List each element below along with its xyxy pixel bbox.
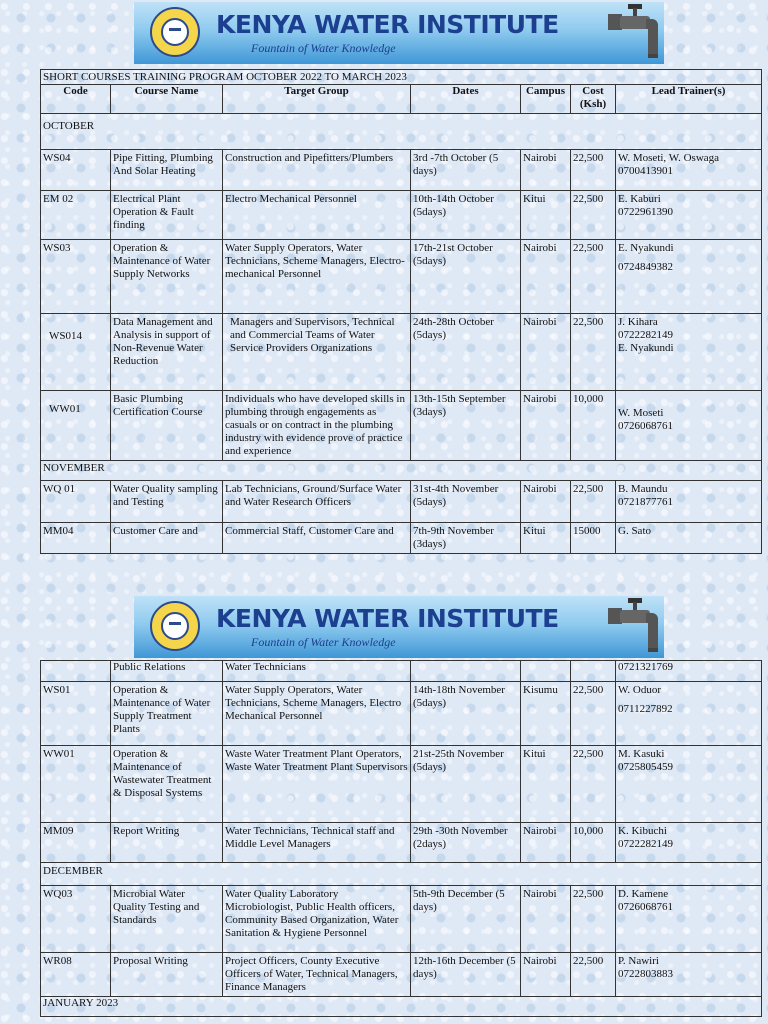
lead-trainers	[616, 391, 762, 461]
course-name: Data Management and Analysis in support of Non-Revenue Water Reduction	[111, 314, 223, 391]
column-header-dates: Dates	[411, 85, 521, 114]
schedule-table-page-2	[40, 660, 762, 1017]
target-group: Water Supply Operators, Water Technicians, Scheme Managers, Electro Mechanical Personnel	[223, 682, 411, 746]
lead-trainers	[616, 746, 762, 823]
course-dates: 13th-15th September (3days)	[411, 391, 521, 461]
document-page-2	[0, 594, 768, 1024]
lead-trainers	[616, 191, 762, 240]
course-name: Operation & Maintenance of Water Supply Networks	[111, 240, 223, 314]
target-group: Individuals who have developed skills in plumbing through engagements as casuals or on contract in the plumbing industry with evidence prove of practice and experience	[223, 391, 411, 461]
course-name: Report Writing	[111, 823, 223, 863]
trainer-name: P. Nawiri	[618, 955, 659, 967]
trainer-phone: 0721321769	[616, 661, 762, 682]
campus: Nairobi	[521, 953, 571, 997]
target-group: Water Quality Laboratory Microbiologist, Public Health officers, Community Based Organization, Water Sanitation & Hygiene Personnel	[223, 886, 411, 953]
target-group: Waste Water Treatment Plant Operators, Waste Water Treatment Plant Supervisors	[223, 746, 411, 823]
course-dates: 3rd -7th October (5 days)	[411, 150, 521, 191]
trainer-phone: 0711227892	[618, 703, 673, 715]
institute-tagline: Fountain of Water Knowledge	[251, 635, 396, 649]
trainer-name: W. Moseti	[618, 407, 664, 419]
campus: Kitui	[521, 191, 571, 240]
course-cost: 22,500	[571, 481, 616, 523]
column-header-code: Code	[41, 85, 111, 114]
course-cost: 10,000	[571, 823, 616, 863]
table-row-continued	[41, 661, 762, 682]
course-code: WS01	[41, 682, 111, 746]
campus: Kitui	[521, 746, 571, 823]
course-dates: 7th-9th November (3days)	[411, 523, 521, 554]
column-header-campus: Campus	[521, 85, 571, 114]
institute-seal-icon	[150, 601, 200, 651]
table-row	[41, 391, 762, 461]
course-cost: 22,500	[571, 314, 616, 391]
course-dates: 21st-25th November (5days)	[411, 746, 521, 823]
campus: Kisumu	[521, 682, 571, 746]
trainer-name: K. Kibuchi	[618, 825, 667, 837]
campus: Nairobi	[521, 886, 571, 953]
campus: Kitui	[521, 523, 571, 554]
course-dates: 29th -30th November (2days)	[411, 823, 521, 863]
campus: Nairobi	[521, 481, 571, 523]
table-row	[41, 886, 762, 953]
month-heading-november: NOVEMBER	[41, 461, 762, 481]
target-group: Electro Mechanical Personnel	[223, 191, 411, 240]
course-cost: 22,500	[571, 240, 616, 314]
month-heading-january: JANUARY 2023	[41, 997, 762, 1017]
trainer-name: J. Kihara	[618, 316, 658, 328]
course-code: WW01	[41, 746, 111, 823]
institute-name: KENYA WATER INSTITUTE	[216, 10, 559, 39]
target-group: Lab Technicians, Ground/Surface Water and Water Research Officers	[223, 481, 411, 523]
table-row	[41, 240, 762, 314]
table-row	[41, 523, 762, 554]
campus: Nairobi	[521, 314, 571, 391]
course-name: Pipe Fitting, Plumbing And Solar Heating	[111, 150, 223, 191]
trainer-phone: 0722282149	[618, 329, 673, 341]
trainer-phone: 0700413901	[618, 165, 673, 177]
course-cost: 22,500	[571, 191, 616, 240]
institute-banner	[134, 2, 664, 64]
table-row	[41, 481, 762, 523]
trainer-name-2: E. Nyakundi	[618, 342, 674, 354]
course-code: WS04	[41, 150, 111, 191]
trainer-name: B. Maundu	[618, 483, 668, 495]
campus: Nairobi	[521, 150, 571, 191]
course-cost: 22,500	[571, 682, 616, 746]
trainer-phone: 0722282149	[618, 838, 673, 850]
table-row	[41, 823, 762, 863]
trainer-name: M. Kasuki	[618, 748, 665, 760]
course-cost: 22,500	[571, 886, 616, 953]
course-name: Customer Care and	[111, 523, 223, 554]
column-header-target-group: Target Group	[223, 85, 411, 114]
course-code: WR08	[41, 953, 111, 997]
table-row	[41, 314, 762, 391]
trainer-name: W. Oduor	[618, 684, 661, 696]
target-group: Commercial Staff, Customer Care and	[223, 523, 411, 554]
target-group: Construction and Pipefitters/Plumbers	[223, 150, 411, 191]
course-cost: 22,500	[571, 953, 616, 997]
lead-trainers	[616, 886, 762, 953]
institute-tagline: Fountain of Water Knowledge	[251, 41, 396, 55]
column-header-cost: Cost (Ksh)	[571, 85, 616, 114]
target-group: Water Supply Operators, Water Technicians, Scheme Managers, Electro- mechanical Personnel	[223, 240, 411, 314]
course-name: Operation & Maintenance of Wastewater Treatment & Disposal Systems	[111, 746, 223, 823]
schedule-title: SHORT COURSES TRAINING PROGRAM OCTOBER 2022 TO MARCH 2023	[41, 70, 762, 85]
trainer-phone: 0721877761	[618, 496, 673, 508]
trainer-name: E. Nyakundi	[618, 242, 674, 254]
course-dates: 12th-16th December (5 days)	[411, 953, 521, 997]
schedule-table-page-1	[40, 69, 762, 554]
course-dates: 24th-28th October (5days)	[411, 314, 521, 391]
trainer-phone: 0722803883	[618, 968, 673, 980]
campus: Nairobi	[521, 240, 571, 314]
trainer-name: D. Kamene	[618, 888, 669, 900]
course-name: Water Quality sampling and Testing	[111, 481, 223, 523]
table-row	[41, 150, 762, 191]
course-name: Electrical Plant Operation & Fault finding	[111, 191, 223, 240]
course-code: WQ03	[41, 886, 111, 953]
course-name: Public Relations	[111, 661, 223, 682]
course-name: Proposal Writing	[111, 953, 223, 997]
course-name: Basic Plumbing Certification Course	[111, 391, 223, 461]
institute-name: KENYA WATER INSTITUTE	[216, 604, 559, 633]
water-tap-icon	[608, 4, 660, 62]
table-row	[41, 191, 762, 240]
trainer-name: W. Moseti, W. Oswaga	[618, 152, 720, 164]
course-dates: 14th-18th November (5days)	[411, 682, 521, 746]
table-row	[41, 953, 762, 997]
course-code: WS03	[41, 240, 111, 314]
trainer-phone: 0726068761	[618, 901, 673, 913]
campus: Nairobi	[521, 391, 571, 461]
lead-trainers	[616, 823, 762, 863]
course-cost: 22,500	[571, 150, 616, 191]
course-code: EM 02	[41, 191, 111, 240]
course-dates: 17th-21st October (5days)	[411, 240, 521, 314]
trainer-phone: 0722961390	[618, 206, 673, 218]
course-dates: 10th-14th October (5days)	[411, 191, 521, 240]
course-code: WS014	[41, 314, 111, 391]
lead-trainers: G. Sato	[616, 523, 762, 554]
lead-trainers	[616, 240, 762, 314]
course-cost: 22,500	[571, 746, 616, 823]
trainer-phone: 0726068761	[618, 420, 673, 432]
target-group: Project Officers, County Executive Officers of Water, Technical Managers, Finance Managers	[223, 953, 411, 997]
course-cost: 15000	[571, 523, 616, 554]
lead-trainers	[616, 150, 762, 191]
trainer-phone: 0725805459	[618, 761, 673, 773]
month-heading-october: OCTOBER	[41, 114, 762, 150]
course-cost: 10,000	[571, 391, 616, 461]
institute-banner	[134, 596, 664, 658]
lead-trainers	[616, 682, 762, 746]
water-tap-icon	[608, 598, 660, 656]
course-code: WW01	[41, 391, 111, 461]
month-heading-december: DECEMBER	[41, 863, 762, 886]
target-group: Managers and Supervisors, Technical and Commercial Teams of Water Service Providers Organizations	[223, 314, 411, 391]
trainer-phone: 0724849382	[618, 261, 673, 273]
course-dates: 5th-9th December (5 days)	[411, 886, 521, 953]
course-code: MM09	[41, 823, 111, 863]
institute-seal-icon	[150, 7, 200, 57]
target-group: Water Technicians, Technical staff and Middle Level Managers	[223, 823, 411, 863]
course-name: Operation & Maintenance of Water Supply Treatment Plants	[111, 682, 223, 746]
lead-trainers	[616, 314, 762, 391]
lead-trainers	[616, 481, 762, 523]
trainer-name: E. Kaburi	[618, 193, 661, 205]
target-group: Water Technicians	[223, 661, 411, 682]
course-code: MM04	[41, 523, 111, 554]
course-name: Microbial Water Quality Testing and Standards	[111, 886, 223, 953]
course-code: WQ 01	[41, 481, 111, 523]
table-row	[41, 682, 762, 746]
campus: Nairobi	[521, 823, 571, 863]
column-header-course-name: Course Name	[111, 85, 223, 114]
lead-trainers	[616, 953, 762, 997]
column-header-lead-trainers: Lead Trainer(s)	[616, 85, 762, 114]
table-row	[41, 746, 762, 823]
course-dates: 31st-4th November (5days)	[411, 481, 521, 523]
